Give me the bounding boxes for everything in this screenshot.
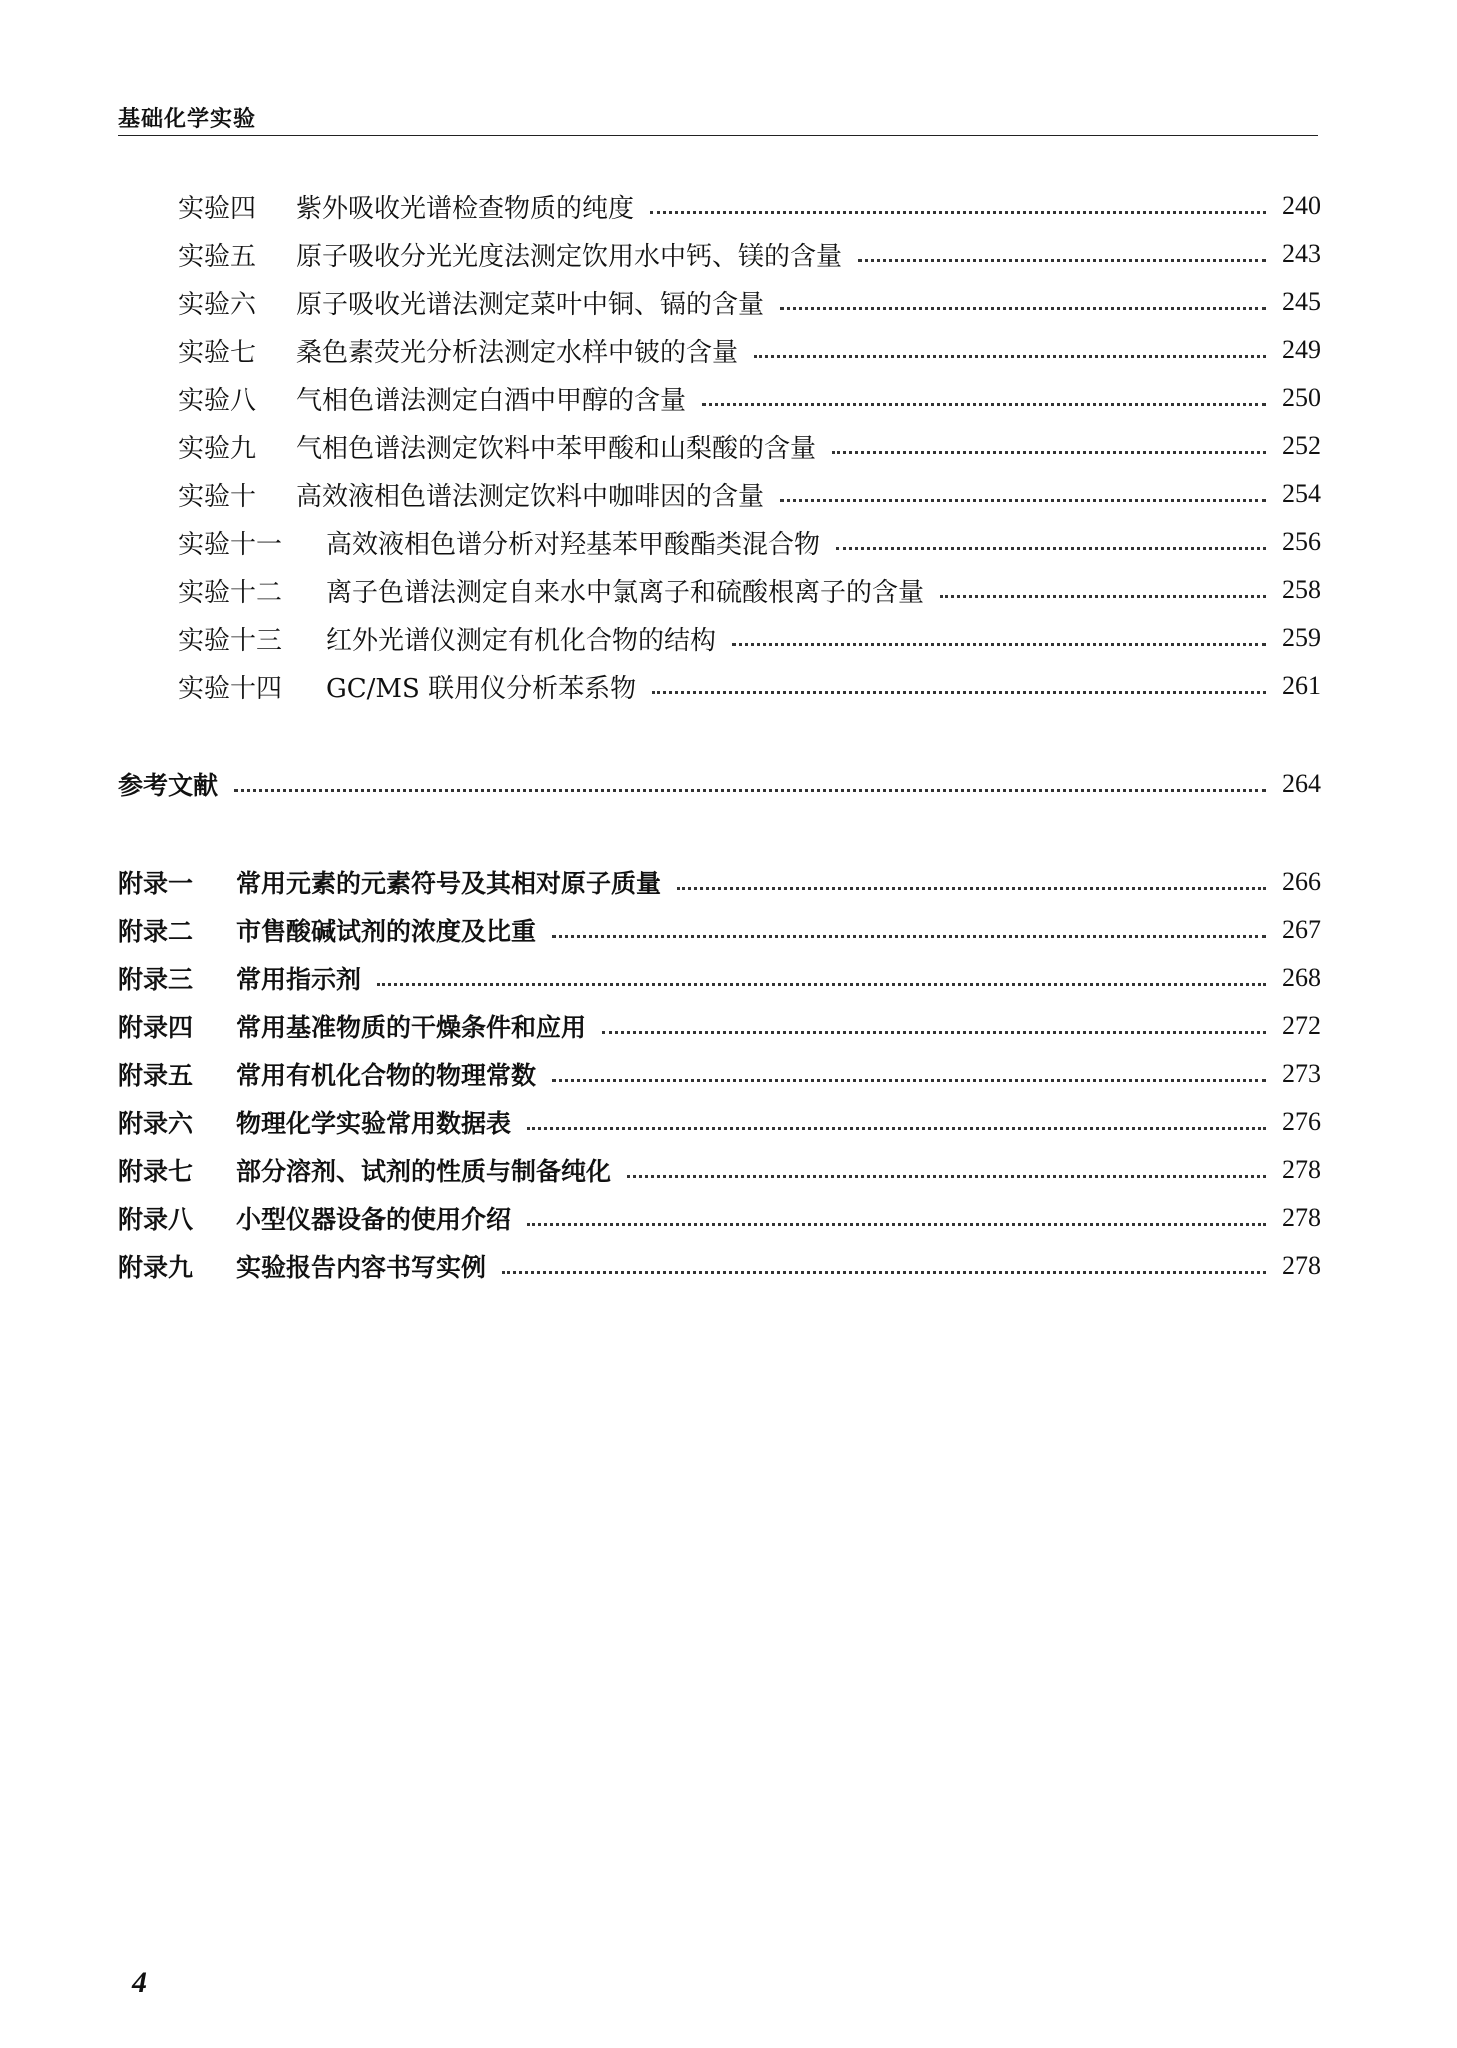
entry-label: 附录六 [118, 1109, 194, 1138]
entry-title: 红外光谱仪测定有机化合物的结构 [326, 625, 717, 656]
entry-title: 气相色谱法测定饮料中苯甲酸和山梨酸的含量 [296, 433, 817, 464]
entry-page: 254 [1282, 479, 1321, 508]
dot-leader [702, 403, 1266, 406]
entry-title: 桑色素荧光分析法测定水样中铍的含量 [296, 337, 739, 368]
entry-label: 实验十三 [178, 625, 283, 656]
toc-entry[interactable] [118, 1054, 1321, 1094]
toc-entry[interactable] [118, 1006, 1321, 1046]
entry-page: 240 [1282, 191, 1321, 220]
entry-page: 261 [1282, 671, 1321, 700]
entry-page: 268 [1282, 963, 1321, 992]
entry-label: 附录九 [118, 1253, 194, 1282]
entry-label: 附录四 [118, 1013, 194, 1042]
entry-label: 实验八 [178, 385, 257, 416]
dot-leader [602, 1031, 1266, 1034]
dot-leader [527, 1223, 1266, 1226]
entry-label: 实验十 [178, 481, 257, 512]
entry-title: 高效液相色谱法测定饮料中咖啡因的含量 [296, 481, 765, 512]
toc-entry[interactable] [118, 1246, 1321, 1286]
entry-page: 256 [1282, 527, 1321, 556]
entry-title: 部分溶剂、试剂的性质与制备纯化 [236, 1157, 612, 1186]
dot-leader [377, 983, 1266, 986]
toc-entry[interactable] [178, 474, 1321, 514]
entry-label: 附录三 [118, 965, 194, 994]
dot-leader [940, 595, 1266, 598]
entry-label: 实验九 [178, 433, 257, 464]
entry-page: 278 [1282, 1155, 1321, 1184]
dot-leader [836, 547, 1266, 550]
toc-entry[interactable] [178, 570, 1321, 610]
toc-entry[interactable] [178, 522, 1321, 562]
dot-leader [234, 789, 1266, 792]
entry-page: 276 [1282, 1107, 1321, 1136]
entry-label: 实验十四 [178, 673, 283, 704]
entry-title: GC/MS 联用仪分析苯系物 [326, 673, 637, 704]
entry-label: 附录二 [118, 917, 194, 946]
dot-leader [650, 211, 1266, 214]
entry-title: 物理化学实验常用数据表 [236, 1109, 512, 1138]
entry-page: 266 [1282, 867, 1321, 896]
entry-title: 常用元素的元素符号及其相对原子质量 [236, 869, 662, 898]
dot-leader [552, 1079, 1266, 1082]
entry-page: 267 [1282, 915, 1321, 944]
dot-leader [527, 1127, 1266, 1130]
entry-label: 实验五 [178, 241, 257, 272]
toc-entry[interactable] [178, 666, 1321, 706]
running-header [118, 92, 1318, 136]
entry-page: 250 [1282, 383, 1321, 412]
dot-leader [780, 499, 1266, 502]
toc-entry[interactable] [178, 378, 1321, 418]
entry-page: 259 [1282, 623, 1321, 652]
toc-entry[interactable] [118, 910, 1321, 950]
entry-page: 264 [1282, 769, 1321, 798]
entry-label: 实验四 [178, 193, 257, 224]
toc-entry[interactable] [118, 862, 1321, 902]
dot-leader [858, 259, 1266, 262]
toc-entry[interactable] [178, 426, 1321, 466]
entry-title: 常用基准物质的干燥条件和应用 [236, 1013, 587, 1042]
entry-label: 附录五 [118, 1061, 194, 1090]
toc-entry-references[interactable] [118, 764, 1321, 804]
book-title: 基础化学实验 [118, 107, 257, 132]
entry-title: 小型仪器设备的使用介绍 [236, 1205, 512, 1234]
entry-page: 273 [1282, 1059, 1321, 1088]
entry-title: 原子吸收分光光度法测定饮用水中钙、镁的含量 [296, 241, 843, 272]
entry-label: 附录八 [118, 1205, 194, 1234]
toc-entry[interactable] [178, 330, 1321, 370]
entry-page: 249 [1282, 335, 1321, 364]
page-number: 4 [132, 1966, 147, 1999]
entry-page: 272 [1282, 1011, 1321, 1040]
entry-title: 离子色谱法测定自来水中氯离子和硫酸根离子的含量 [326, 577, 925, 608]
toc-entry[interactable] [178, 282, 1321, 322]
toc-entry[interactable] [178, 186, 1321, 226]
dot-leader [502, 1271, 1266, 1274]
entry-title: 实验报告内容书写实例 [236, 1253, 487, 1282]
entry-title: 常用有机化合物的物理常数 [236, 1061, 537, 1090]
dot-leader [732, 643, 1266, 646]
toc-entry[interactable] [118, 1198, 1321, 1238]
dot-leader [780, 307, 1266, 310]
dot-leader [677, 887, 1266, 890]
entry-label: 实验十一 [178, 529, 283, 560]
entry-label: 参考文献 [118, 771, 219, 800]
entry-page: 278 [1282, 1203, 1321, 1232]
entry-title: 紫外吸收光谱检查物质的纯度 [296, 193, 635, 224]
entry-title: 高效液相色谱分析对羟基苯甲酸酯类混合物 [326, 529, 821, 560]
toc-entry[interactable] [118, 958, 1321, 998]
entry-title: 原子吸收光谱法测定菜叶中铜、镉的含量 [296, 289, 765, 320]
entry-label: 实验六 [178, 289, 257, 320]
entry-page: 252 [1282, 431, 1321, 460]
dot-leader [552, 935, 1266, 938]
entry-label: 实验七 [178, 337, 257, 368]
entry-page: 258 [1282, 575, 1321, 604]
entry-page: 243 [1282, 239, 1321, 268]
entry-label: 附录七 [118, 1157, 194, 1186]
entry-label: 实验十二 [178, 577, 283, 608]
toc-entry[interactable] [118, 1150, 1321, 1190]
toc-entry[interactable] [178, 618, 1321, 658]
entry-title: 气相色谱法测定白酒中甲醇的含量 [296, 385, 687, 416]
entry-label: 附录一 [118, 869, 194, 898]
entry-page: 245 [1282, 287, 1321, 316]
toc-entry[interactable] [178, 234, 1321, 274]
dot-leader [754, 355, 1266, 358]
toc-entry[interactable] [118, 1102, 1321, 1142]
entry-title: 常用指示剂 [236, 965, 362, 994]
entry-title: 市售酸碱试剂的浓度及比重 [236, 917, 537, 946]
dot-leader [652, 691, 1266, 694]
entry-page: 278 [1282, 1251, 1321, 1280]
dot-leader [627, 1175, 1266, 1178]
dot-leader [832, 451, 1266, 454]
